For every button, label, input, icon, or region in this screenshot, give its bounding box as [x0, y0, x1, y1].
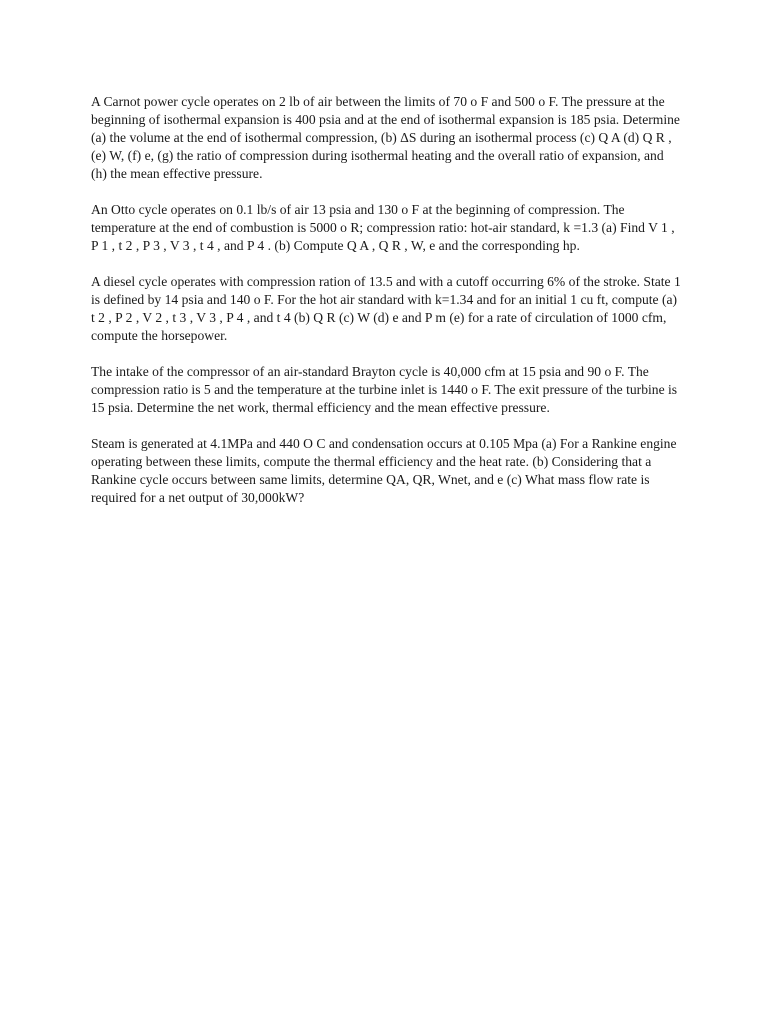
- problem-carnot-cycle: A Carnot power cycle operates on 2 lb of air between the limits of 70 o F and 500 o F. The pressure at the beginning of isothermal expansion is 400 psia and at the end of isothermal expansion is 185 psia. Determine (a) the volume at the end of isothermal compression, (b) ΔS during an isothermal process (c) Q A (d) Q R , (e) W, (f) e, (g) the ratio of compression during isothermal heating and the overall ratio of expansion, and (h) the mean effective pressure.: [91, 94, 680, 181]
- problem-rankine-cycle: Steam is generated at 4.1MPa and 440 O C and condensation occurs at 0.105 Mpa (a) For a Rankine engine operating between these limits, compute the thermal efficiency and the heat rate. (b) Considering that a Rankine cycle occurs between same limits, determine QA, QR, Wnet, and e (c) What mass flow rate is required for a net output of 30,000kW?: [91, 436, 677, 505]
- problem-diesel-cycle: A diesel cycle operates with compression ration of 13.5 and with a cutoff occurring 6% of the stroke. State 1 is defined by 14 psia and 140 o F. For the hot air standard with k=1.34 and for an initial 1 cu ft, compute (a) t 2 , P 2 , V 2 , t 3 , V 3 , P 4 , and t 4 (b) Q R (c) W (d) e and P m (e) for a rate of circulation of 1000 cfm, compute the horsepower.: [91, 274, 681, 343]
- problem-otto-cycle: An Otto cycle operates on 0.1 lb/s of air 13 psia and 130 o F at the beginning of compression. The temperature at the end of combustion is 5000 o R; compression ratio: hot-air standard, k =1.3 (a) Find V 1 , P 1 , t 2 , P 3 , V 3 , t 4 , and P 4 . (b) Compute Q A , Q R , W, e and the corresponding hp.: [91, 202, 675, 253]
- problem-brayton-cycle: The intake of the compressor of an air-standard Brayton cycle is 40,000 cfm at 15 psia and 90 o F. The compression ratio is 5 and the temperature at the turbine inlet is 1440 o F. The exit pressure of the turbine is 15 psia. Determine the net work, thermal efficiency and the mean effective pressure.: [91, 364, 678, 415]
- document-page: [91, 93, 681, 525]
